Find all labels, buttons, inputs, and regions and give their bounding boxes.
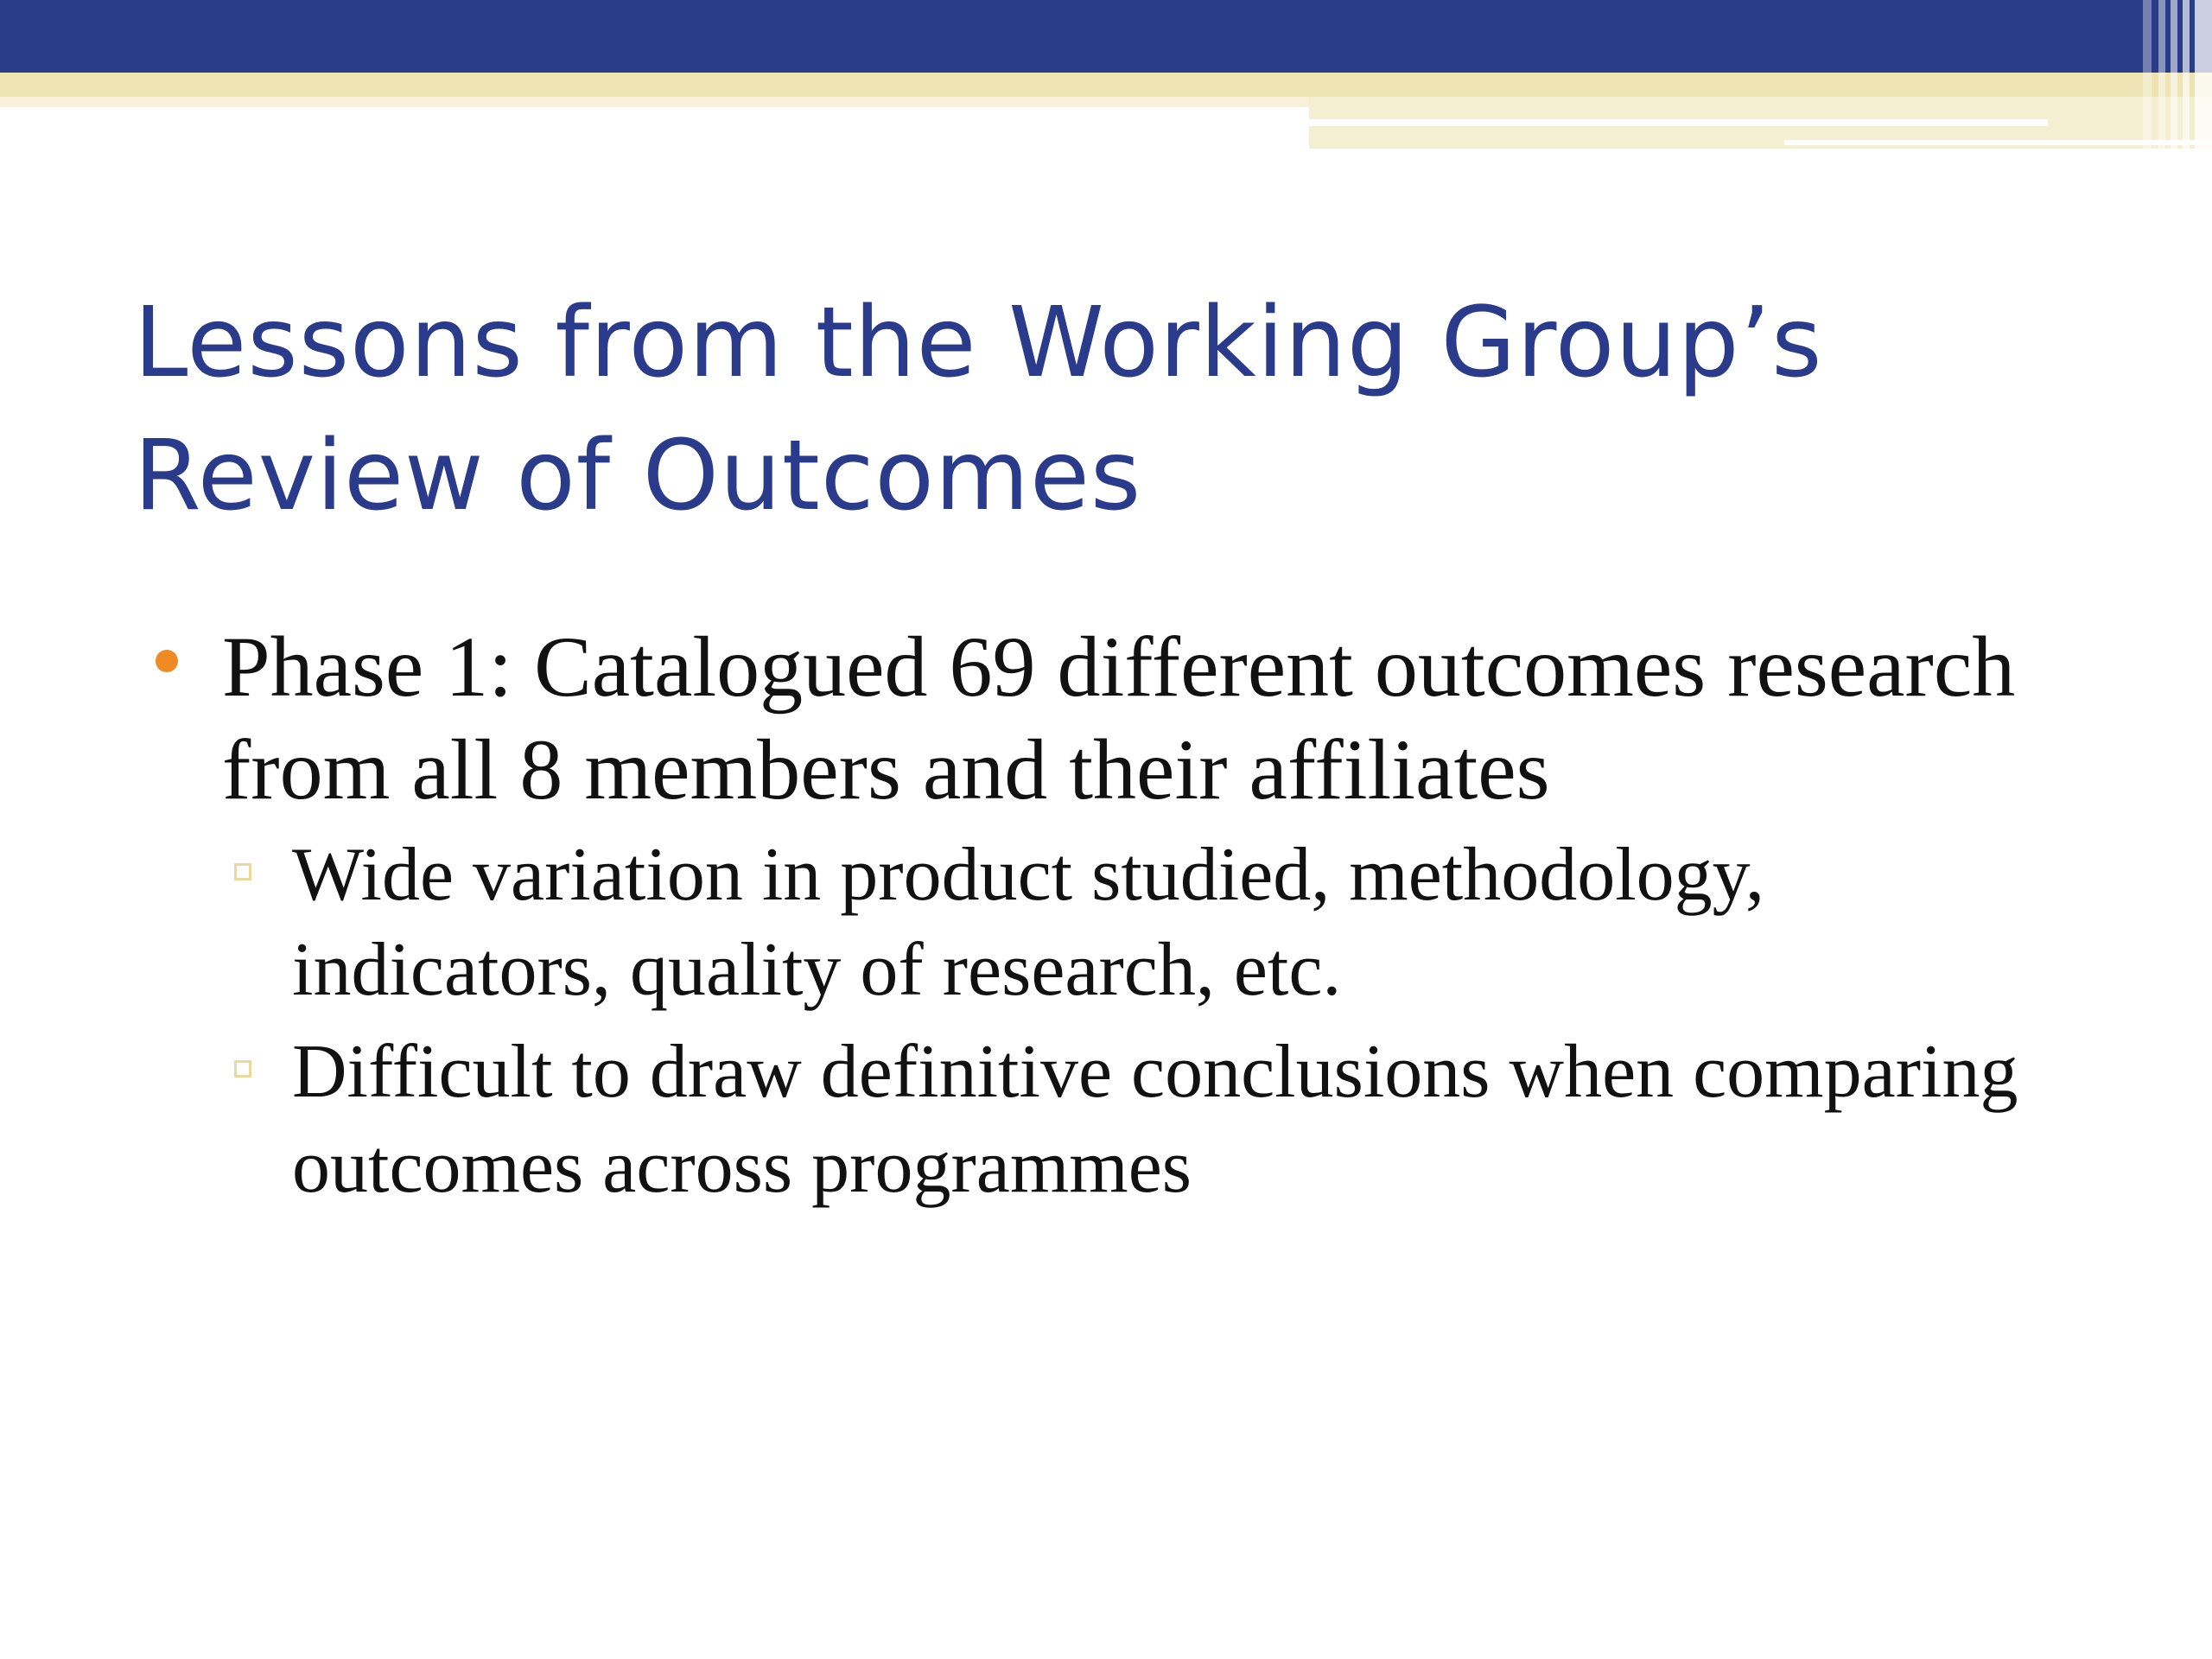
sub-bullet-square-icon	[234, 863, 251, 880]
bullet-dot-icon	[156, 650, 178, 672]
banner-fade-stripe	[2171, 0, 2177, 149]
banner-divider-line	[1309, 119, 2048, 126]
bullet-text: Phase 1: Catalogued 69 different outcomes research from all 8 members and their affiliates	[222, 619, 2016, 817]
sub-bullet-item	[292, 1025, 2089, 1215]
bullet-list	[0, 615, 2212, 1215]
banner-fade-stripe	[2158, 0, 2165, 149]
top-banner	[0, 0, 2212, 73]
bullet-item	[222, 615, 2080, 821]
sub-bullet-text: Difficult to draw definitive conclusions when comparing outcomes across programmes	[292, 1030, 2018, 1209]
slide-title: Lessons from the Working Group’s Review of Outcomes	[134, 287, 1823, 532]
sub-bullet-text: Wide variation in product studied, methodology, indicators, quality of research, etc.	[292, 833, 1764, 1012]
sub-bullet-square-icon	[234, 1060, 251, 1077]
banner-accent-stripe	[0, 73, 2212, 97]
banner-fade-stripe	[2195, 0, 2212, 149]
banner-accent-stripe-light	[0, 97, 1309, 107]
banner-fade-stripe	[2143, 0, 2152, 149]
banner-fade-stripe	[2183, 0, 2190, 149]
sub-bullet-item	[292, 828, 2089, 1018]
